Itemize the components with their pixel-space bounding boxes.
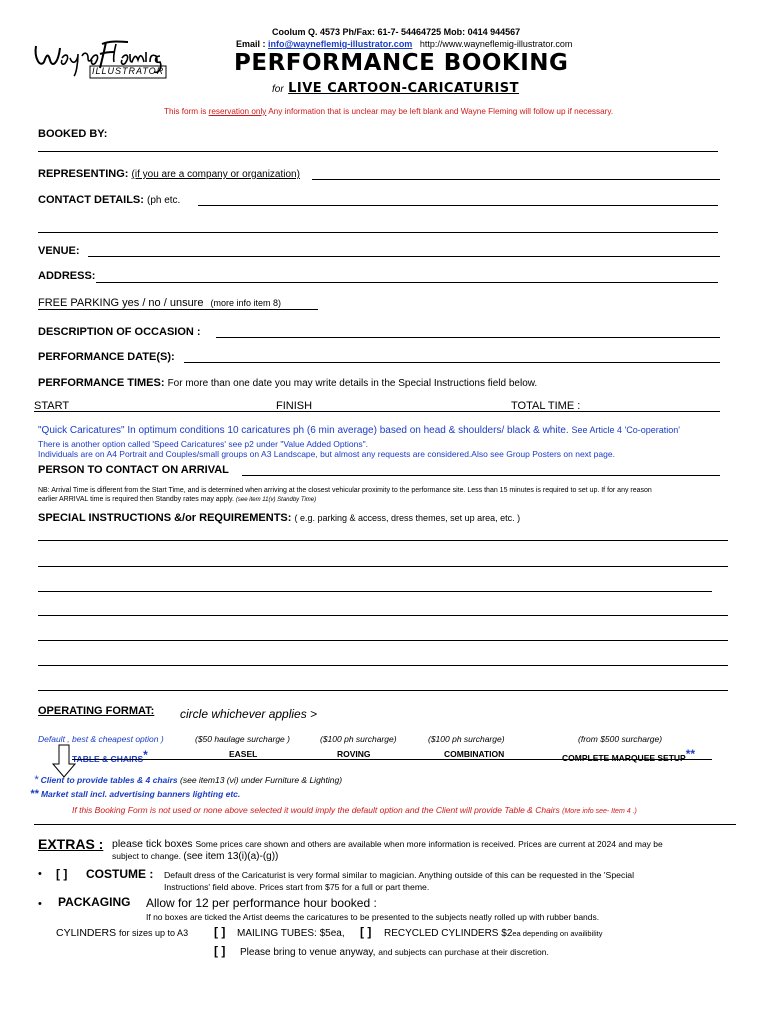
- venue-label: VENUE:: [38, 245, 80, 257]
- contact-line: [236, 39, 572, 49]
- special-field-2[interactable]: [38, 566, 728, 567]
- quick-line-3: Individuals are on A4 Portrait and Couples/small groups on A3 Landscape, but almost any requests are considered.Also see Group Posters on next page.: [38, 449, 615, 459]
- quick-line-1: "Quick Caricatures" In optimum conditions 10 caricatures ph (6 min average) based on head & shoulders/ black & white. See Article 4 'Co-operation': [38, 425, 680, 436]
- special-field-4[interactable]: [38, 615, 728, 616]
- extras-text: please tick boxes Some prices care shown and others are available when more information is received. Prices are current at 2024 and may be: [112, 838, 663, 850]
- address-label: ADDRESS:: [38, 270, 96, 282]
- contact-note: (ph etc.: [146, 195, 181, 206]
- contact-field-2[interactable]: [38, 232, 718, 233]
- bring-checkbox[interactable]: [ ]: [214, 944, 226, 958]
- quick-line-2: There is another option called 'Speed Caricatures' see p2 under "Value Added Options".: [38, 439, 368, 449]
- contact-label: CONTACT DETAILS:: [38, 194, 144, 206]
- format-hint: circle whichever applies >: [180, 707, 318, 721]
- representing-row: [38, 168, 300, 180]
- email-link[interactable]: info@wayneflemig-illustrator.com: [268, 39, 413, 49]
- reservation-notice: This form is reservation only Any information that is unclear may be left blank and Wayne Fleming will follow up if necessary.: [164, 107, 614, 116]
- packaging-label: PACKAGING: [58, 895, 131, 909]
- special-field-7[interactable]: [38, 690, 728, 691]
- surcharge-easel: ($50 haulage surcharge ): [195, 734, 290, 744]
- format-note-3: If this Booking Form is not used or none above selected it would imply the default option and the Client will provide Table & Chairs (More info see- Item 4 .): [72, 805, 637, 815]
- arrival-field[interactable]: [242, 475, 720, 476]
- contact-row: [38, 194, 180, 206]
- parking-options[interactable]: FREE PARKING yes / no / unsure: [38, 297, 204, 309]
- format-note-1: * Client to provide tables & 4 chairs (see item13 (vi) under Furniture & Lighting): [34, 774, 343, 786]
- logo: [32, 38, 172, 80]
- packaging-text: Allow for 12 per performance hour booked :: [146, 896, 377, 910]
- bring-text: Please bring to venue anyway, and subjects can purchase at their discretion.: [240, 947, 549, 958]
- times-field[interactable]: [34, 411, 720, 412]
- special-label: SPECIAL INSTRUCTIONS &/or REQUIREMENTS:: [38, 512, 292, 524]
- address-line: Coolum Q. 4573 Ph/Fax: 61-7- 54464725 Mob: 0414 944567: [272, 27, 521, 37]
- surcharge-roving: ($100 ph surcharge): [320, 734, 397, 744]
- venue-field[interactable]: [88, 256, 720, 257]
- subtitle-for: for: [272, 84, 284, 95]
- dates-field[interactable]: [184, 362, 720, 363]
- special-row: [38, 512, 520, 524]
- special-field-6[interactable]: [38, 665, 728, 666]
- subtitle: [272, 79, 519, 97]
- mailing-checkbox[interactable]: [ ]: [214, 925, 226, 939]
- arrival-label: PERSON TO CONTACT ON ARRIVAL: [38, 464, 229, 476]
- parking-note: (more info item 8): [210, 298, 282, 308]
- dates-label: PERFORMANCE DATE(S):: [38, 351, 175, 363]
- option-roving[interactable]: ROVING: [337, 749, 371, 759]
- page-title: PERFORMANCE BOOKING: [234, 50, 569, 76]
- representing-field[interactable]: [312, 179, 720, 180]
- format-label: OPERATING FORMAT:: [38, 705, 155, 717]
- booked-by-field[interactable]: [38, 151, 718, 152]
- costume-label: COSTUME :: [86, 867, 154, 881]
- times-label: PERFORMANCE TIMES:: [38, 377, 165, 389]
- special-field-5[interactable]: [38, 640, 728, 641]
- packaging-bullet: •: [38, 898, 42, 910]
- costume-text-1: Default dress of the Caricaturist is very formal similar to magician. Anything outside of this can be requested in the 'Special: [164, 870, 635, 880]
- section-divider: [34, 824, 736, 825]
- option-easel[interactable]: EASEL: [229, 749, 258, 759]
- representing-note: (if you are a company or organization): [131, 169, 300, 180]
- option-combination[interactable]: COMBINATION: [444, 749, 505, 759]
- extras-text-2: subject to change. (see item 13(i)(a)-(g)): [112, 851, 279, 862]
- reservation-only-link: reservation only: [208, 107, 267, 116]
- occasion-field[interactable]: [216, 337, 720, 338]
- times-note: For more than one date you may write details in the Special Instructions field below.: [167, 378, 538, 389]
- address-field[interactable]: [96, 282, 718, 283]
- costume-bullet: •: [38, 868, 42, 880]
- costume-checkbox[interactable]: [ ]: [56, 867, 68, 881]
- options-underline: [72, 759, 712, 760]
- representing-label: REPRESENTING:: [38, 168, 129, 180]
- format-note-2: ** Market stall incl. advertising banners lighting etc.: [30, 788, 241, 800]
- packaging-note: If no boxes are ticked the Artist deems the caricatures to be presented to the subjects neatly rolled up with rubber bands.: [146, 912, 600, 922]
- logo-subtitle: ILLUSTRATOR: [92, 66, 165, 76]
- subtitle-text: LIVE CARTOON-CARICATURIST: [288, 81, 520, 96]
- start-label: START: [34, 400, 70, 412]
- cylinders-row: CYLINDERS for sizes up to A3: [56, 927, 189, 939]
- times-row: [38, 377, 537, 389]
- special-note: ( e.g. parking & access, dress themes, set up area, etc. ): [294, 513, 521, 523]
- surcharge-combination: ($100 ph surcharge): [428, 734, 505, 744]
- option-table-chairs[interactable]: TABLE & CHAIRS*: [72, 748, 148, 764]
- booked-by-label: BOOKED BY:: [38, 128, 108, 140]
- special-field-3[interactable]: [38, 591, 712, 592]
- website-link[interactable]: http://www.wayneflemig-illustrator.com: [419, 39, 573, 49]
- finish-label: FINISH: [276, 400, 313, 412]
- recycled-checkbox[interactable]: [ ]: [360, 925, 372, 939]
- occasion-label: DESCRIPTION OF OCCASION :: [38, 326, 201, 338]
- contact-field[interactable]: [198, 205, 718, 206]
- special-field-1[interactable]: [38, 540, 728, 541]
- arrival-nb-2: earlier ARRIVAL time is required then Standby rates may apply. (see item 11(v) Standby Time): [38, 496, 317, 503]
- parking-underline: [38, 309, 318, 310]
- total-time-label: TOTAL TIME :: [511, 400, 581, 412]
- parking-row: [38, 297, 281, 309]
- mailing-text: MAILING TUBES: $5ea,: [237, 928, 345, 939]
- email-label: Email :: [236, 39, 269, 49]
- extras-label: EXTRAS :: [38, 836, 104, 852]
- surcharge-marquee: (from $500 surcharge): [578, 734, 663, 744]
- arrival-nb-1: NB: Arrival Time is different from the Start Time, and is determined when arriving at the closest vehicular proximity to the performance site. Less than 15 minutes is required to set up. If for any reason: [38, 487, 652, 494]
- costume-text-2: Instructions' field above. Prices start from $75 for a full or part theme.: [164, 882, 430, 892]
- option-marquee[interactable]: COMPLETE MARQUEE SETUP**: [562, 747, 696, 763]
- recycled-text: RECYCLED CYLINDERS $2ea depending on availibility: [384, 928, 603, 939]
- default-note: Default , best & cheapest option ): [38, 734, 164, 744]
